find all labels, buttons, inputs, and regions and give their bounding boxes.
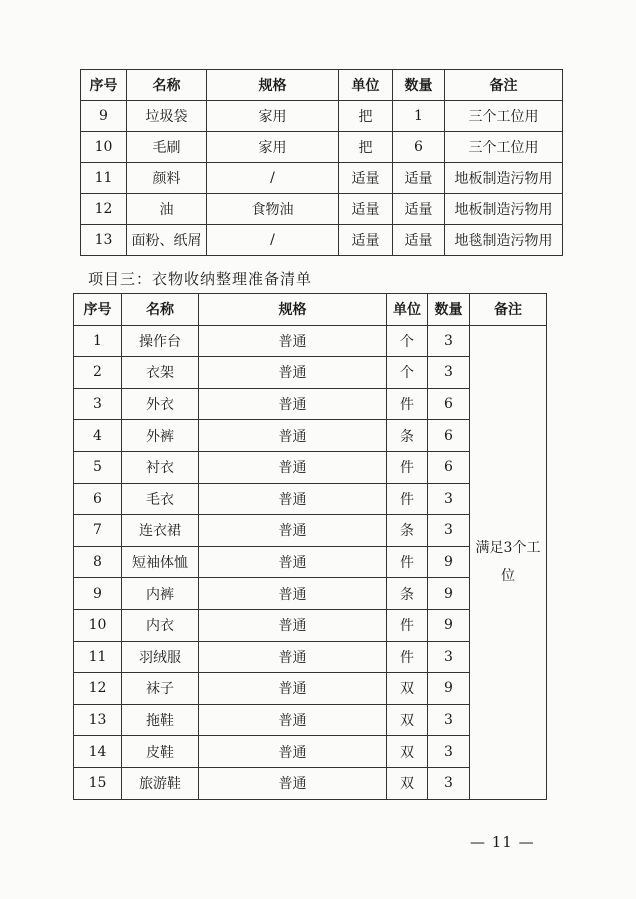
cell-unit: 双 [387, 673, 428, 705]
cell-spec: 普通 [199, 736, 387, 768]
table-row [81, 163, 563, 194]
cell-spec: / [207, 225, 339, 256]
cell-quantity: 3 [428, 357, 470, 389]
cell-index: 15 [74, 767, 122, 799]
cell-unit: 条 [387, 578, 428, 610]
cell-index: 10 [74, 609, 122, 641]
cell-spec: 家用 [207, 101, 339, 132]
cell-quantity: 3 [428, 767, 470, 799]
cell-name: 内衣 [122, 609, 199, 641]
cell-quantity: 1 [393, 101, 445, 132]
cell-index: 6 [74, 483, 122, 515]
cell-name: 皮鞋 [122, 736, 199, 768]
cell-index: 5 [74, 451, 122, 483]
cell-spec: 普通 [199, 483, 387, 515]
cell-name: 毛衣 [122, 483, 199, 515]
cell-unit: 把 [339, 132, 393, 163]
cell-quantity: 9 [428, 578, 470, 610]
cell-unit: 适量 [339, 194, 393, 225]
header-unit: 单位 [339, 70, 393, 101]
cell-quantity: 3 [428, 483, 470, 515]
cell-unit: 件 [387, 641, 428, 673]
cell-name: 旅游鞋 [122, 767, 199, 799]
cell-name: 外裤 [122, 420, 199, 452]
cell-note: 地板制造污物用 [445, 163, 563, 194]
cell-index: 2 [74, 357, 122, 389]
cell-spec: 普通 [199, 325, 387, 357]
cell-quantity: 9 [428, 546, 470, 578]
table-row [81, 132, 563, 163]
cell-quantity: 6 [393, 132, 445, 163]
cell-quantity: 6 [428, 420, 470, 452]
cleaning-supplies-table [80, 69, 563, 256]
cell-spec: 普通 [199, 704, 387, 736]
cell-index: 13 [74, 704, 122, 736]
cell-name: 面粉、纸屑 [127, 225, 207, 256]
cell-quantity: 3 [428, 704, 470, 736]
cell-spec: 家用 [207, 132, 339, 163]
cell-unit: 件 [387, 483, 428, 515]
cell-unit: 个 [387, 325, 428, 357]
cell-spec: 食物油 [207, 194, 339, 225]
cell-index: 1 [74, 325, 122, 357]
table-header-row [81, 70, 563, 101]
cell-unit: 双 [387, 767, 428, 799]
cell-quantity: 3 [428, 641, 470, 673]
header-spec: 规格 [207, 70, 339, 101]
cell-index: 9 [81, 101, 127, 132]
cell-note: 三个工位用 [445, 132, 563, 163]
cell-index: 8 [74, 546, 122, 578]
section-title: 项目三：衣物收纳整理准备清单 [88, 270, 313, 288]
cell-quantity: 适量 [393, 225, 445, 256]
cell-name: 衣架 [122, 357, 199, 389]
cell-name: 外衣 [122, 388, 199, 420]
cell-spec: 普通 [199, 357, 387, 389]
clothing-storage-table [73, 293, 547, 800]
cell-name: 颜料 [127, 163, 207, 194]
cell-name: 连衣裙 [122, 515, 199, 547]
cell-index: 10 [81, 132, 127, 163]
cell-quantity: 9 [428, 673, 470, 705]
cell-name: 内裤 [122, 578, 199, 610]
cell-name: 衬衣 [122, 451, 199, 483]
cell-note: 地毯制造污物用 [445, 225, 563, 256]
cell-index: 4 [74, 420, 122, 452]
cell-unit: 适量 [339, 225, 393, 256]
cell-quantity: 3 [428, 515, 470, 547]
cell-quantity: 适量 [393, 163, 445, 194]
cell-spec: 普通 [199, 451, 387, 483]
header-note: 备注 [445, 70, 563, 101]
cell-unit: 双 [387, 736, 428, 768]
cell-spec: 普通 [199, 641, 387, 673]
cell-note: 地板制造污物用 [445, 194, 563, 225]
table-row [81, 101, 563, 132]
cell-quantity: 3 [428, 325, 470, 357]
cell-spec: 普通 [199, 767, 387, 799]
cell-spec: 普通 [199, 546, 387, 578]
cell-index: 9 [74, 578, 122, 610]
cell-unit: 条 [387, 515, 428, 547]
cell-note-merged: 满足3个工位 [470, 325, 547, 799]
cell-quantity: 3 [428, 736, 470, 768]
cell-index: 14 [74, 736, 122, 768]
cell-name: 袜子 [122, 673, 199, 705]
cell-spec: 普通 [199, 388, 387, 420]
cell-index: 12 [81, 194, 127, 225]
header-quantity: 数量 [393, 70, 445, 101]
cell-quantity: 9 [428, 609, 470, 641]
cell-index: 12 [74, 673, 122, 705]
cell-unit: 双 [387, 704, 428, 736]
cell-index: 11 [81, 163, 127, 194]
cell-index: 13 [81, 225, 127, 256]
cell-spec: 普通 [199, 578, 387, 610]
cell-unit: 件 [387, 451, 428, 483]
cell-index: 11 [74, 641, 122, 673]
cell-unit: 件 [387, 609, 428, 641]
cell-unit: 把 [339, 101, 393, 132]
cell-spec: / [207, 163, 339, 194]
cell-unit: 条 [387, 420, 428, 452]
cell-spec: 普通 [199, 609, 387, 641]
cell-unit: 件 [387, 546, 428, 578]
header-name: 名称 [127, 70, 207, 101]
cell-spec: 普通 [199, 420, 387, 452]
cell-spec: 普通 [199, 673, 387, 705]
cell-name: 拖鞋 [122, 704, 199, 736]
cell-name: 垃圾袋 [127, 101, 207, 132]
cell-name: 操作台 [122, 325, 199, 357]
header-unit: 单位 [387, 294, 428, 326]
header-quantity: 数量 [428, 294, 470, 326]
page-number: — 11 — [470, 833, 535, 851]
table-row [81, 194, 563, 225]
header-note: 备注 [470, 294, 547, 326]
cell-unit: 件 [387, 388, 428, 420]
header-index: 序号 [81, 70, 127, 101]
cell-name: 油 [127, 194, 207, 225]
cell-name: 短袖体恤 [122, 546, 199, 578]
cell-note: 三个工位用 [445, 101, 563, 132]
cell-index: 3 [74, 388, 122, 420]
header-index: 序号 [74, 294, 122, 326]
table-header-row [74, 294, 547, 326]
cell-quantity: 适量 [393, 194, 445, 225]
cell-name: 毛刷 [127, 132, 207, 163]
cell-quantity: 6 [428, 451, 470, 483]
cell-name: 羽绒服 [122, 641, 199, 673]
table-row [81, 225, 563, 256]
header-name: 名称 [122, 294, 199, 326]
header-spec: 规格 [199, 294, 387, 326]
cell-quantity: 6 [428, 388, 470, 420]
cell-index: 7 [74, 515, 122, 547]
cell-unit: 适量 [339, 163, 393, 194]
cell-spec: 普通 [199, 515, 387, 547]
table-row [74, 325, 547, 357]
cell-unit: 个 [387, 357, 428, 389]
